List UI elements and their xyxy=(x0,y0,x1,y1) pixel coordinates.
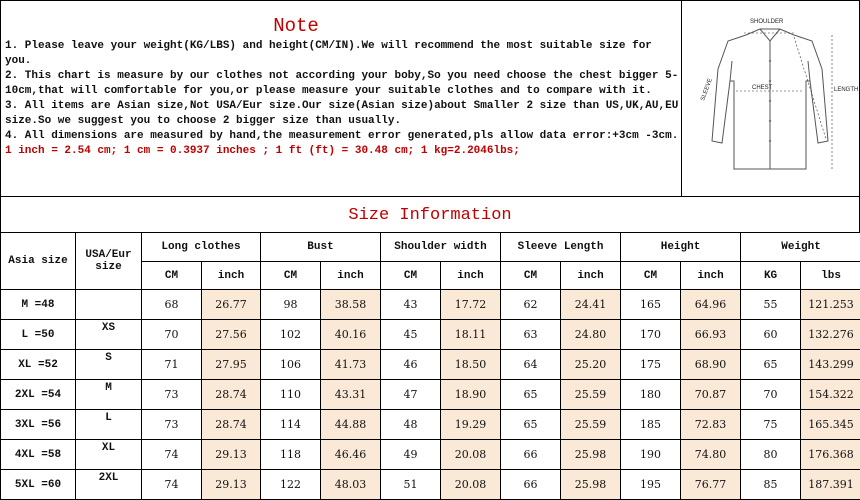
measurement-cell: 40.16 xyxy=(321,320,381,350)
measurement-cell: 46 xyxy=(381,350,441,380)
measurement-cell: 170 xyxy=(621,320,681,350)
table-header-row xyxy=(1,233,860,262)
table-row xyxy=(1,440,860,470)
measurement-cell: 55 xyxy=(741,290,801,320)
unit-header: inch xyxy=(321,262,381,290)
shoulder-label: SHOULDER xyxy=(750,19,784,25)
group-header: Weight xyxy=(741,233,860,262)
measurement-cell: 25.20 xyxy=(561,350,621,380)
measurement-cell: 62 xyxy=(501,290,561,320)
measurement-cell: 165.345 xyxy=(801,410,860,440)
measurement-cell: 65 xyxy=(501,410,561,440)
note-line-3: 3. All items are Asian size,Not USA/Eur size.Our size(Asian size)about Smaller 2 size than US,UK,AU,EU size.So we suggest you to choose 2 bigger size than usually. xyxy=(5,99,681,129)
measurement-cell: 46.46 xyxy=(321,440,381,470)
asia-size-cell: 2XL =54 xyxy=(1,380,76,410)
measurement-cell: 68.90 xyxy=(681,350,741,380)
measurement-cell: 165 xyxy=(621,290,681,320)
measurement-cell: 71 xyxy=(142,350,202,380)
asia-size-cell: 4XL =58 xyxy=(1,440,76,470)
measurement-cell: 73 xyxy=(142,380,202,410)
note-line-4: 4. All dimensions are measured by hand,the measurement error generated,pls allow data error:+3cm -3cm. xyxy=(5,129,681,144)
measurement-cell: 20.08 xyxy=(441,470,501,500)
table-row xyxy=(1,320,860,350)
measurement-cell: 68 xyxy=(142,290,202,320)
unit-header: CM xyxy=(381,262,441,290)
measurement-cell: 48 xyxy=(381,410,441,440)
measurement-cell: 25.98 xyxy=(561,470,621,500)
measurement-cell: 64 xyxy=(501,350,561,380)
measurement-cell: 45 xyxy=(381,320,441,350)
unit-header: CM xyxy=(501,262,561,290)
group-header: Long clothes xyxy=(142,233,261,262)
measurement-cell: 110 xyxy=(261,380,321,410)
usa-size-cell: M xyxy=(76,380,142,410)
measurement-cell: 63 xyxy=(501,320,561,350)
measurement-cell: 102 xyxy=(261,320,321,350)
measurement-cell: 51 xyxy=(381,470,441,500)
measurement-cell: 75 xyxy=(741,410,801,440)
asia-size-cell: L =50 xyxy=(1,320,76,350)
measurement-cell: 19.29 xyxy=(441,410,501,440)
measurement-cell: 25.59 xyxy=(561,380,621,410)
measurement-cell: 49 xyxy=(381,440,441,470)
asia-size-cell: XL =52 xyxy=(1,350,76,380)
measurement-cell: 41.73 xyxy=(321,350,381,380)
asia-size-cell: M =48 xyxy=(1,290,76,320)
unit-header: inch xyxy=(441,262,501,290)
unit-header: CM xyxy=(142,262,202,290)
measurement-cell: 106 xyxy=(261,350,321,380)
measurement-cell: 18.90 xyxy=(441,380,501,410)
measurement-cell: 98 xyxy=(261,290,321,320)
measurement-cell: 74.80 xyxy=(681,440,741,470)
note-line-2: 2. This chart is measure by our clothes not according your boby,So you need choose the chest bigger 5-10cm,that will comfortable for you,or please measure your suitable clothes and to compare with it. xyxy=(5,69,681,99)
unit-header: inch xyxy=(202,262,261,290)
asia-size-header: Asia size xyxy=(1,233,76,290)
measurement-cell: 187.391 xyxy=(801,470,860,500)
measurement-cell: 28.74 xyxy=(202,410,261,440)
table-row xyxy=(1,380,860,410)
table-row xyxy=(1,350,860,380)
measurement-cell: 64.96 xyxy=(681,290,741,320)
measurement-cell: 20.08 xyxy=(441,440,501,470)
measurement-cell: 74 xyxy=(142,470,202,500)
measurement-cell: 66 xyxy=(501,440,561,470)
measurement-cell: 70 xyxy=(741,380,801,410)
measurement-cell: 118 xyxy=(261,440,321,470)
unit-header: CM xyxy=(261,262,321,290)
measurement-cell: 180 xyxy=(621,380,681,410)
measurement-cell: 114 xyxy=(261,410,321,440)
unit-header: KG xyxy=(741,262,801,290)
measurement-cell: 190 xyxy=(621,440,681,470)
measurement-cell: 65 xyxy=(741,350,801,380)
table-row xyxy=(1,410,860,440)
measurement-cell: 18.11 xyxy=(441,320,501,350)
asia-size-cell: 5XL =60 xyxy=(1,470,76,500)
usa-eur-size-header: USA/Eur size xyxy=(76,233,142,290)
measurement-cell: 47 xyxy=(381,380,441,410)
measurement-cell: 132.276 xyxy=(801,320,860,350)
shirt-measurement-diagram xyxy=(682,0,860,197)
measurement-cell: 24.41 xyxy=(561,290,621,320)
chest-label: CHEST xyxy=(752,85,773,91)
measurement-cell: 80 xyxy=(741,440,801,470)
measurement-cell: 66.93 xyxy=(681,320,741,350)
measurement-cell: 25.98 xyxy=(561,440,621,470)
length-label: LENGTH xyxy=(834,87,858,93)
measurement-cell: 73 xyxy=(142,410,202,440)
note-line-1: 1. Please leave your weight(KG/LBS) and height(CM/IN).We will recommend the most suitable size for you. xyxy=(5,39,681,69)
measurement-cell: 18.50 xyxy=(441,350,501,380)
unit-conversion: 1 inch = 2.54 cm; 1 cm = 0.3937 inches ; 1 ft (ft) = 30.48 cm; 1 kg=2.2046lbs; xyxy=(5,144,681,159)
unit-header: CM xyxy=(621,262,681,290)
measurement-cell: 176.368 xyxy=(801,440,860,470)
group-header: Height xyxy=(621,233,741,262)
measurement-cell: 60 xyxy=(741,320,801,350)
usa-size-cell: XL xyxy=(76,440,142,470)
measurement-cell: 76.77 xyxy=(681,470,741,500)
usa-size-cell: 2XL xyxy=(76,470,142,500)
measurement-cell: 185 xyxy=(621,410,681,440)
measurement-cell: 121.253 xyxy=(801,290,860,320)
measurement-cell: 43 xyxy=(381,290,441,320)
measurement-cell: 28.74 xyxy=(202,380,261,410)
measurement-cell: 48.03 xyxy=(321,470,381,500)
measurement-cell: 25.59 xyxy=(561,410,621,440)
measurement-cell: 195 xyxy=(621,470,681,500)
size-table xyxy=(0,232,860,500)
measurement-cell: 154.322 xyxy=(801,380,860,410)
measurement-cell: 85 xyxy=(741,470,801,500)
size-information-title: Size Information xyxy=(0,197,860,232)
usa-size-cell: L xyxy=(76,410,142,440)
measurement-cell: 70.87 xyxy=(681,380,741,410)
measurement-cell: 143.299 xyxy=(801,350,860,380)
measurement-cell: 38.58 xyxy=(321,290,381,320)
measurement-cell: 74 xyxy=(142,440,202,470)
measurement-cell: 175 xyxy=(621,350,681,380)
size-rows xyxy=(1,290,860,500)
unit-header: lbs xyxy=(801,262,860,290)
measurement-cell: 70 xyxy=(142,320,202,350)
table-row xyxy=(1,290,860,320)
note-lines xyxy=(5,39,681,159)
unit-header: inch xyxy=(681,262,741,290)
notes-panel xyxy=(0,0,682,197)
usa-size-cell xyxy=(76,290,142,320)
sleeve-label: SLEEVE xyxy=(700,78,714,102)
measurement-cell: 65 xyxy=(501,380,561,410)
measurement-cell: 44.88 xyxy=(321,410,381,440)
group-header: Shoulder width xyxy=(381,233,501,262)
asia-size-cell: 3XL =56 xyxy=(1,410,76,440)
measurement-cell: 24.80 xyxy=(561,320,621,350)
group-header: Sleeve Length xyxy=(501,233,621,262)
measurement-cell: 26.77 xyxy=(202,290,261,320)
measurement-cell: 29.13 xyxy=(202,470,261,500)
usa-size-cell: XS xyxy=(76,320,142,350)
note-title: Note xyxy=(1,15,591,37)
usa-size-cell: S xyxy=(76,350,142,380)
group-header: Bust xyxy=(261,233,381,262)
measurement-cell: 43.31 xyxy=(321,380,381,410)
unit-header: inch xyxy=(561,262,621,290)
measurement-cell: 122 xyxy=(261,470,321,500)
measurement-cell: 27.56 xyxy=(202,320,261,350)
measurement-cell: 66 xyxy=(501,470,561,500)
measurement-cell: 17.72 xyxy=(441,290,501,320)
shirt-illustration xyxy=(682,1,859,197)
measurement-cell: 72.83 xyxy=(681,410,741,440)
measurement-cell: 27.95 xyxy=(202,350,261,380)
measurement-cell: 29.13 xyxy=(202,440,261,470)
